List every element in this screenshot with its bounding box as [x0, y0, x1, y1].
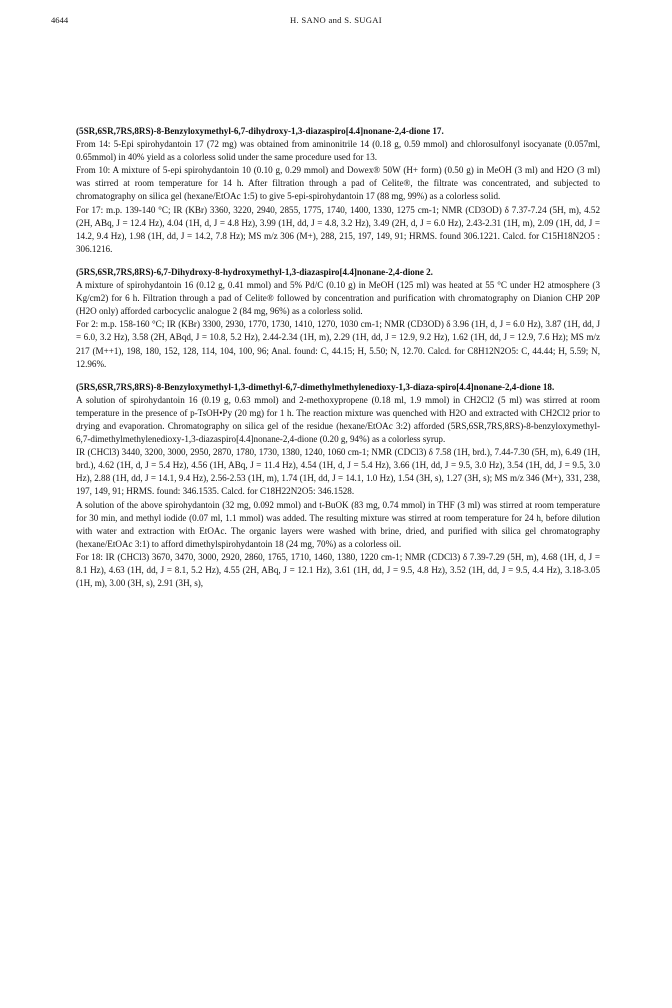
compound-18-procedure-1: A solution of spirohydantoin 16 (0.19 g, 0.63 mmol) and 2-methoxypropene (0.18 ml, 1.9 mmol) in CH2Cl2 (5 ml) was stirred at room temperature in the presence of p-TsOH•Py (20 mg) for 1 h. The reaction mixture was quenched with H2O and extracted with CH2Cl2 prior to drying and evaporation. Chromatography on silica gel of the residue (hexane/EtOAc 3:2) afforded (5RS,6SR,7RS,8RS)-8-benzyloxymethyl-6,7-dimethylmethylenedioxy-1,3-diazaspiro[4.4]nonane-2,4-dione (0.20 g, 94%) as a colorless syrup.	[76, 394, 600, 445]
compound-18-section	[76, 381, 600, 591]
section-gap	[76, 371, 600, 381]
compound-17-data: For 17: m.p. 139-140 °C; IR (KBr) 3360, 3220, 2940, 2855, 1775, 1740, 1400, 1330, 1275 cm-1; NMR (CD3OD) δ 7.37-7.24 (5H, m), 4.52 (2H, ABq, J = 12.4 Hz), 4.04 (1H, d, J = 4.8 Hz), 3.99 (1H, dd, J = 4.8, 3.2 Hz), 3.49 (2H, d, J = 6.0 Hz), 2.43-2.31 (1H, m), 2.09 (1H, dd, J = 14.2, 9.4 Hz), 1.98 (1H, dd, J = 14.2, 7.8 Hz); MS m/z 306 (M+), 288, 215, 197, 149, 91; HRMS. found 306.1221. Calcd. for C15H18N2O5 : 306.1216.	[76, 204, 600, 254]
compound-2-data: For 2: m.p. 158-160 °C; IR (KBr) 3300, 2930, 1770, 1730, 1410, 1270, 1030 cm-1; NMR (CD3OD) δ 3.96 (1H, d, J = 6.0 Hz), 3.87 (1H, dd, J = 6.0, 3.2 Hz), 3.58 (2H, ABqd, J = 10.8, 5.2 Hz), 2.44-2.34 (1H, m), 2.29 (1H, dd, J = 12.9, 9.2 Hz), 1.62 (1H, dd, J = 12.9, 7.6 Hz); MS m/z 217 (M++1), 198, 180, 152, 128, 114, 104, 100, 96; Anal. found: C, 44.15; H, 5.50; N, 12.70. Calcd. for C8H12N2O5: C, 44.44; H, 5.59; N, 12.96%.	[76, 319, 600, 369]
compound-17-from-14: From 14: 5-Epi spirohydantoin 17 (72 mg) was obtained from aminonitrile 14 (0.18 g, 0.59 mmol) and chlorosulfonyl isocyanate (0.057ml, 0.65mmol) in 40% yield as a colorless solid under the same procedure used for 13.	[76, 139, 600, 163]
compound-18-heading: (5RS,6SR,7RS,8RS)-8-Benzyloxymethyl-1,3-dimethyl-6,7-dimethylmethylenedioxy-1,3-diaza-spiro[4.4]nonane-2,4-dione 18.	[76, 381, 555, 392]
running-head: H. SANO and S. SUGAI	[290, 15, 382, 25]
section-gap	[76, 256, 600, 266]
compound-17-from-10: From 10: A mixture of 5-epi spirohydantoin 10 (0.10 g, 0.29 mmol) and Dowex® 50W (H+ form) (0.50 g) in MeOH (3 ml) and H2O (3 ml) was stirred at room temperature for 14 h. After filtration through a pad of Celite®, the filtrate was concentrated, and subjected to chromatography on silica gel (hexane/EtOAc 1:5) to give 5-epi-spirohydantoin 17 (88 mg, 99%) as a colorless solid.	[76, 165, 600, 202]
page-number: 4644	[51, 15, 69, 25]
compound-18-procedure-2: A solution of the above spirohydantoin (32 mg, 0.092 mmol) and t-BuOK (83 mg, 0.74 mmol) in THF (3 ml) was stirred at room temperature for 30 min, and methyl iodide (0.07 ml, 1.1 mmol) was added. The resulting mixture was stirred at room temperature for 24 h, before dilution with water and extraction with EtOAc. The organic layers were washed with brine, dried, and purified with silica gel chromatography (hexane/EtOAc 3:1) to afford dimethylspirohydantoin 18 (24 mg, 70%) as a colorless oil.	[76, 499, 600, 549]
compound-2-procedure: A mixture of spirohydantoin 16 (0.12 g, 0.41 mmol) and 5% Pd/C (0.10 g) in MeOH (125 ml) was heated at 55 °C under H2 atmosphere (3 Kg/cm2) for 6 h. Filtration through a pad of Celite® followed by concentration and purification with chromatography on Dianion CHP 20P (H2O only) afforded carbocyclic analogue 2 (84 mg, 96%) as a colorless solid.	[76, 280, 600, 317]
compound-18-data-1: IR (CHCl3) 3440, 3200, 3000, 2950, 2870, 1780, 1730, 1380, 1240, 1060 cm-1; NMR (CDCl3) δ 7.58 (1H, brd.), 7.44-7.30 (5H, m), 6.49 (1H, brd.), 4.62 (1H, d, J = 5.4 Hz), 4.56 (1H, ABq, J = 11.4 Hz), 4.54 (1H, d, J = 5.4 Hz), 3.66 (1H, dd, J = 9.5, 3.0 Hz), 3.54 (1H, dd, J = 9.5, 3.0 Hz), 2.88 (1H, dd, J = 14.1, 9.4 Hz), 2.56-2.53 (1H, m), 1.74 (1H, dd, J = 14.1, 1.0 Hz), 1.54 (3H, s), 1.27 (3H, s); MS m/z 346 (M+), 331, 238, 197, 149, 91; HRMS. found: 346.1535. Calcd. for C18H22N2O5: 346.1528.	[76, 447, 600, 497]
compound-17-section	[76, 125, 600, 256]
page-header	[51, 15, 621, 29]
experimental-text	[76, 125, 600, 590]
compound-2-section	[76, 266, 600, 371]
compound-2-heading: (5RS,6SR,7RS,8RS)-6,7-Dihydroxy-8-hydroxymethyl-1,3-diazaspiro[4.4]nonane-2,4-dione 2.	[76, 266, 433, 277]
compound-18-data-2: For 18: IR (CHCl3) 3670, 3470, 3000, 2920, 2860, 1765, 1710, 1460, 1380, 1220 cm-1; NMR (CDCl3) δ 7.39-7.29 (5H, m), 4.68 (1H, d, J = 8.1 Hz), 4.63 (1H, dd, J = 8.1, 5.2 Hz), 4.55 (2H, ABq, J = 12.1 Hz), 3.61 (1H, dd, J = 9.5, 4.8 Hz), 3.52 (1H, dd, J = 9.5, 4.4 Hz), 3.18-3.05 (1H, m), 3.00 (3H, s), 2.91 (3H, s),	[76, 551, 600, 589]
compound-17-heading: (5SR,6SR,7RS,8RS)-8-Benzyloxymethyl-6,7-dihydroxy-1,3-diazaspiro[4.4]nonane-2,4-dione 17.	[76, 126, 444, 136]
